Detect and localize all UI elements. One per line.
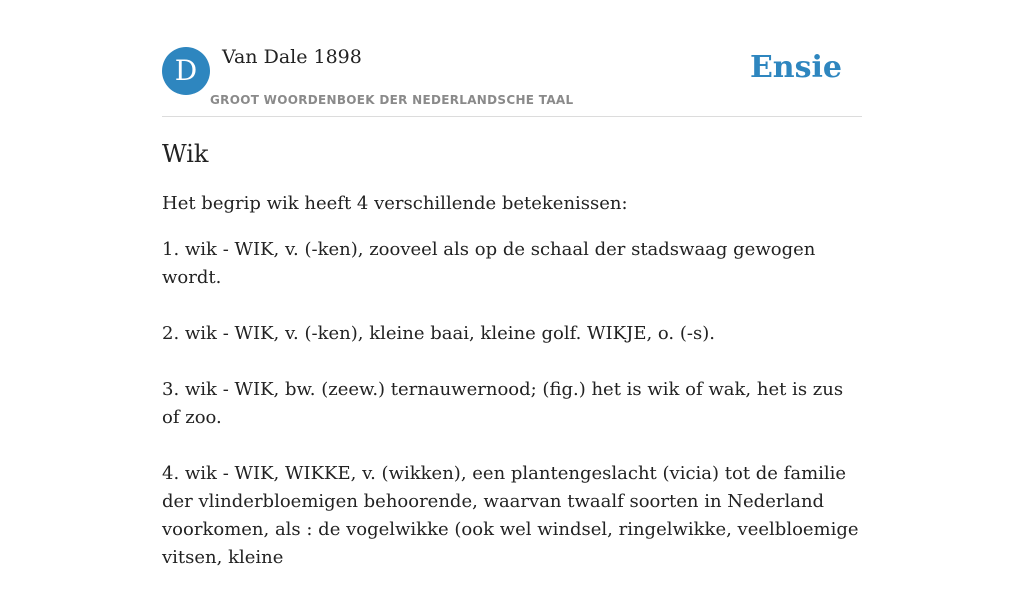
page-title: Wik [162, 140, 209, 168]
source-subtitle: GROOT WOORDENBOEK DER NEDERLANDSCHE TAAL [210, 93, 574, 107]
source-logo[interactable]: D [162, 47, 210, 95]
meanings-list [162, 236, 862, 572]
meaning-item: 4. wik - WIK, WIKKE, v. (wikken), een plantengeslacht (vicia) tot de familie der vlinderbloemigen behoorende, waarvan twaalf soorten in Nederland voorkomen, als : de vogelwikke (ook wel windsel, ringelwikke, veelbloemige vitsen, kleine [162, 463, 859, 568]
meaning-item: 2. wik - WIK, v. (-ken), kleine baai, kleine golf. WIKJE, o. (-s). [162, 323, 715, 344]
meaning-item: 1. wik - WIK, v. (-ken), zooveel als op de schaal der stadswaag gewogen wordt. [162, 239, 816, 288]
source-title[interactable]: Van Dale 1898 [222, 46, 362, 68]
ensie-logo-link[interactable]: Ensie [749, 50, 842, 85]
entry-content [162, 138, 862, 600]
site-header [162, 0, 862, 117]
meaning-item: 3. wik - WIK, bw. (zeew.) ternauwernood; (fig.) het is wik of wak, het is zus of zoo. [162, 379, 844, 428]
entry-intro: Het begrip wik heeft 4 verschillende betekenissen: [162, 193, 628, 214]
